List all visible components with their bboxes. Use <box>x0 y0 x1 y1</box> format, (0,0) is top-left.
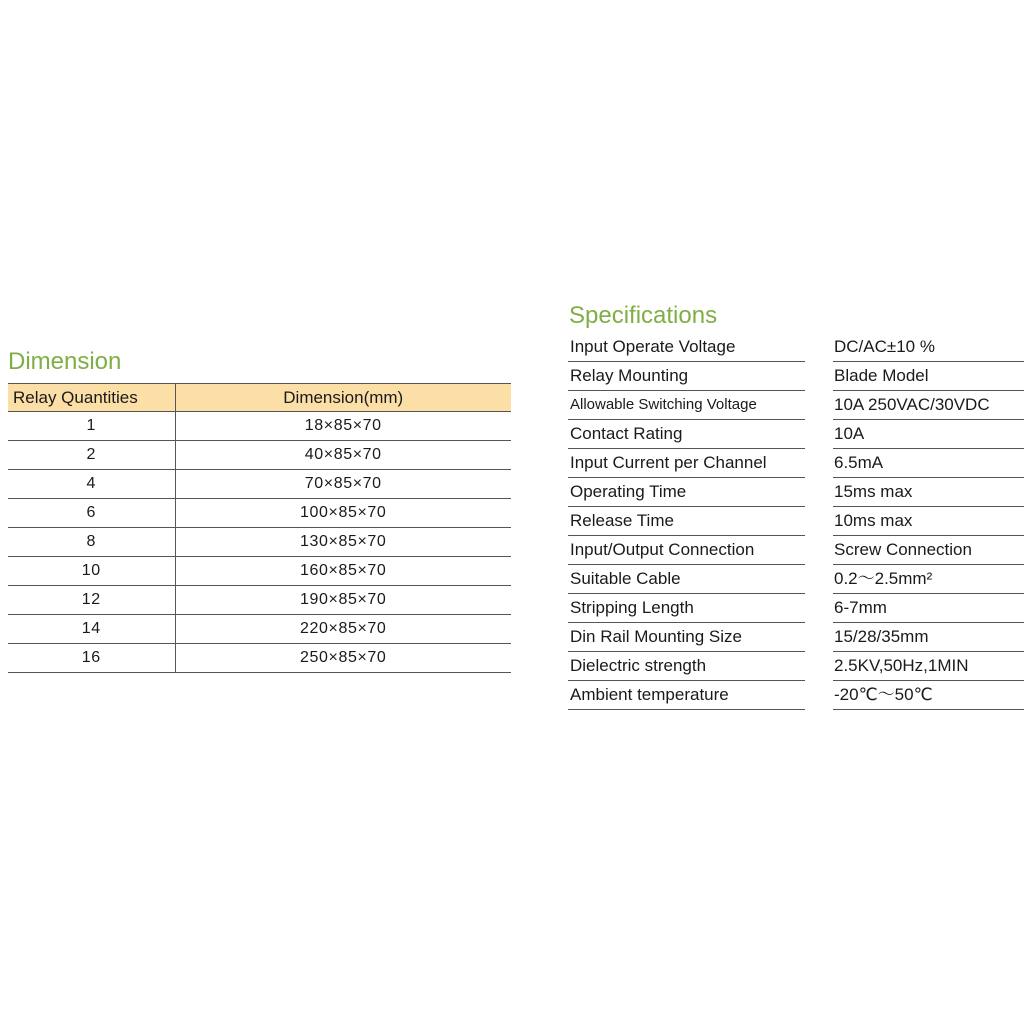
spec-row <box>568 333 1024 362</box>
spec-row <box>568 362 1024 391</box>
relay-quantity-cell: 4 <box>8 470 175 499</box>
dimension-cell: 100×85×70 <box>175 499 511 528</box>
dimension-header-row <box>8 384 511 412</box>
dimension-title: Dimension <box>8 348 122 375</box>
spec-value: 15/28/35mm <box>833 623 1024 652</box>
dimension-cell: 40×85×70 <box>175 441 511 470</box>
dimension-cell: 190×85×70 <box>175 586 511 615</box>
header-dimension-mm: Dimension(mm) <box>175 384 511 412</box>
spec-row <box>568 449 1024 478</box>
spec-label: Dielectric strength <box>568 652 805 681</box>
table-row <box>8 557 511 586</box>
spec-value: DC/AC±10 % <box>833 333 1024 362</box>
spec-label: Operating Time <box>568 478 805 507</box>
dimension-section <box>8 346 511 673</box>
spec-row <box>568 594 1024 623</box>
specifications-section <box>568 300 1024 710</box>
spec-value: 6-7mm <box>833 594 1024 623</box>
spec-row <box>568 507 1024 536</box>
dimension-cell: 220×85×70 <box>175 615 511 644</box>
spec-value: 0.2～2.5mm² <box>833 565 1024 594</box>
spec-label: Suitable Cable <box>568 565 805 594</box>
relay-quantity-cell: 16 <box>8 644 175 673</box>
spec-label: Contact Rating <box>568 420 805 449</box>
table-row <box>8 470 511 499</box>
relay-quantity-cell: 14 <box>8 615 175 644</box>
table-row <box>8 441 511 470</box>
spec-label: Stripping Length <box>568 594 805 623</box>
spec-row <box>568 478 1024 507</box>
spec-value: Screw Connection <box>833 536 1024 565</box>
spec-value: Blade Model <box>833 362 1024 391</box>
dimension-cell: 18×85×70 <box>175 412 511 441</box>
spec-label: Release Time <box>568 507 805 536</box>
spec-value: 2.5KV,50Hz,1MIN <box>833 652 1024 681</box>
relay-quantity-cell: 8 <box>8 528 175 557</box>
relay-quantity-cell: 2 <box>8 441 175 470</box>
relay-quantity-cell: 12 <box>8 586 175 615</box>
spec-label: Ambient temperature <box>568 681 805 710</box>
spec-value: -20℃～50℃ <box>833 681 1024 710</box>
spec-row <box>568 652 1024 681</box>
spec-label: Input Current per Channel <box>568 449 805 478</box>
spec-value: 10A 250VAC/30VDC <box>833 391 1024 420</box>
relay-quantity-cell: 6 <box>8 499 175 528</box>
table-row <box>8 499 511 528</box>
dimension-cell: 70×85×70 <box>175 470 511 499</box>
spec-row <box>568 565 1024 594</box>
specifications-title: Specifications <box>569 302 718 329</box>
dimension-table <box>8 383 511 673</box>
spec-row <box>568 391 1024 420</box>
spec-value: 6.5mA <box>833 449 1024 478</box>
spec-value: 15ms max <box>833 478 1024 507</box>
spec-row <box>568 536 1024 565</box>
spec-label: Input/Output Connection <box>568 536 805 565</box>
header-relay-quantities: Relay Quantities <box>8 384 175 412</box>
relay-quantity-cell: 1 <box>8 412 175 441</box>
spec-label: Allowable Switching Voltage <box>568 391 805 420</box>
spec-label: Input Operate Voltage <box>568 333 805 362</box>
spec-label: Relay Mounting <box>568 362 805 391</box>
spec-value: 10A <box>833 420 1024 449</box>
table-row <box>8 615 511 644</box>
table-row <box>8 528 511 557</box>
spec-row <box>568 420 1024 449</box>
table-row <box>8 586 511 615</box>
relay-quantity-cell: 10 <box>8 557 175 586</box>
spec-label: Din Rail Mounting Size <box>568 623 805 652</box>
dimension-cell: 160×85×70 <box>175 557 511 586</box>
dimension-cell: 250×85×70 <box>175 644 511 673</box>
spec-row <box>568 681 1024 710</box>
dimension-cell: 130×85×70 <box>175 528 511 557</box>
table-row <box>8 644 511 673</box>
table-row <box>8 412 511 441</box>
spec-row <box>568 623 1024 652</box>
spec-value: 10ms max <box>833 507 1024 536</box>
